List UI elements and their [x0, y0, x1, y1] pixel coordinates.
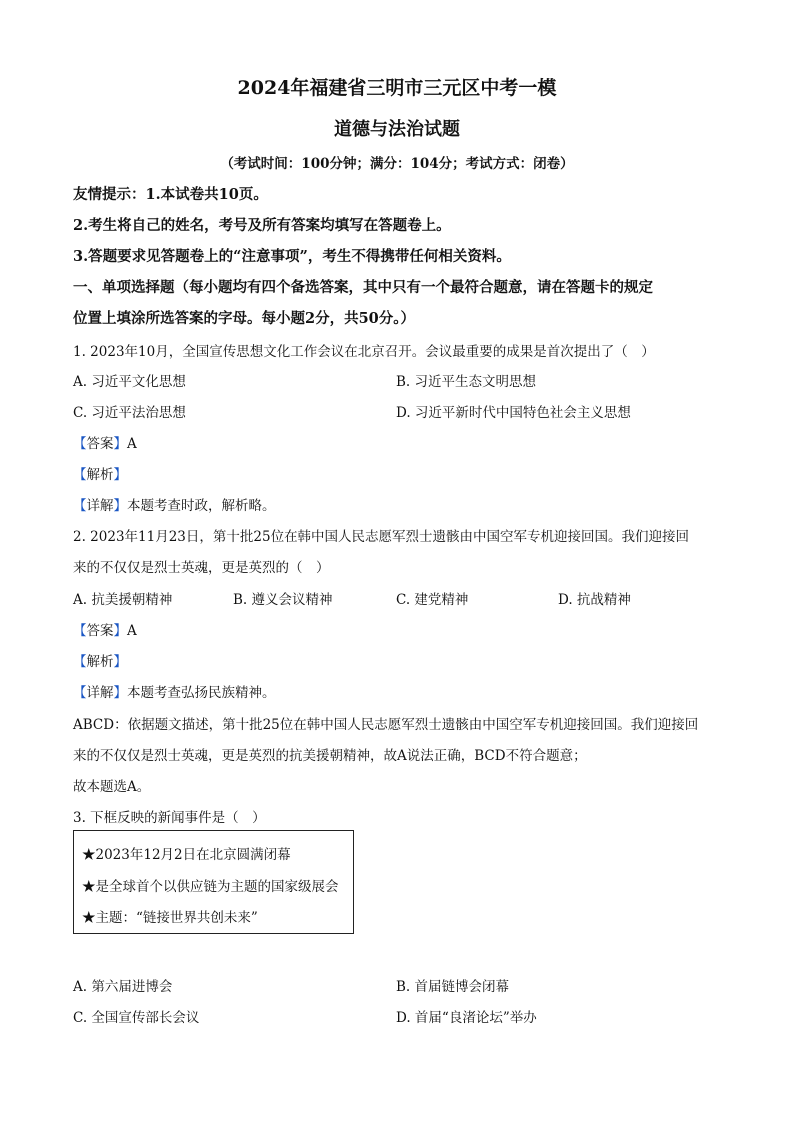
bracket-close: 】 — [113, 436, 127, 452]
bracket-open: 【 — [73, 654, 87, 670]
bracket-open: 【 — [73, 436, 87, 452]
bracket-close: 】 — [113, 685, 127, 701]
answer-value: A — [127, 436, 137, 452]
note-1: 友情提示：1.本试卷共10页。 — [73, 186, 268, 203]
bracket-open: 【 — [73, 623, 87, 639]
note-3: 3.答题要求见答题卷上的“注意事项”，考生不得携带任何相关资料。 — [73, 248, 511, 265]
section-heading-line2: 位置上填涂所选答案的字母。每小题2分，共50分。） — [73, 310, 416, 327]
q1-option-a: A. 习近平文化思想 — [73, 374, 186, 390]
q2-explanation-line2: 来的不仅仅是烈士英魂，更是英烈的抗美援朝精神，故A说法正确，BCD不符合题意； — [73, 748, 587, 764]
q3-option-b: B. 首届链博会闭幕 — [396, 979, 510, 995]
bracket-open: 【 — [73, 467, 87, 483]
bracket-open: 【 — [73, 498, 87, 514]
q3-option-d: D. 首届“良渚论坛”举办 — [396, 1010, 537, 1026]
answer-value: A — [127, 623, 137, 639]
exam-title: 2024年福建省三明市三元区中考一模 — [237, 77, 557, 99]
bracket-close: 】 — [113, 654, 127, 670]
q2-stem-line1: 2. 2023年11月23日，第十批25位在韩中国人民志愿军烈士遗骸由中国空军专机迎接回国。我们迎接回 — [73, 529, 690, 545]
q2-option-a: A. 抗美援朝精神 — [73, 592, 173, 608]
section-heading-line1: 一、单项选择题（每小题均有四个备选答案，其中只有一个最符合题意，请在答题卡的规定 — [73, 279, 653, 296]
analysis-label: 解析 — [86, 654, 114, 670]
q1-analysis-heading — [73, 463, 127, 483]
q2-conclusion: 故本题选A。 — [73, 779, 151, 795]
q2-answer — [73, 619, 137, 639]
note-2: 2.考生将自己的姓名，考号及所有答案均填写在答题卷上。 — [73, 217, 451, 234]
detail-text: 本题考查弘扬民族精神。 — [127, 685, 276, 701]
q1-answer — [73, 432, 137, 452]
bracket-open: 【 — [73, 685, 87, 701]
q2-detail — [73, 681, 276, 701]
bracket-close: 】 — [113, 467, 127, 483]
q3-box-line-1: ★2023年12月2日在北京圆满闭幕 — [82, 847, 291, 863]
q2-analysis-heading — [73, 650, 127, 670]
detail-label: 详解 — [86, 498, 114, 514]
analysis-label: 解析 — [86, 467, 114, 483]
q1-option-b: B. 习近平生态文明思想 — [396, 374, 537, 390]
exam-info: （考试时间：100分钟；满分：104分；考试方式：闭卷） — [220, 156, 574, 172]
q3-box-line-3: ★主题：“链接世界共创未来” — [82, 910, 258, 926]
q1-stem: 1. 2023年10月，全国宣传思想文化工作会议在北京召开。会议最重要的成果是首次提出了（ ） — [73, 344, 655, 360]
detail-text: 本题考查时政，解析略。 — [127, 498, 276, 514]
q1-detail — [73, 494, 276, 514]
q3-option-a: A. 第六届进博会 — [73, 979, 173, 995]
bracket-close: 】 — [113, 498, 127, 514]
q3-stem: 3. 下框反映的新闻事件是（ ） — [73, 810, 266, 826]
q1-option-d: D. 习近平新时代中国特色社会主义思想 — [396, 405, 631, 421]
q1-option-c: C. 习近平法治思想 — [73, 405, 186, 421]
bracket-close: 】 — [113, 623, 127, 639]
q2-option-d: D. 抗战精神 — [558, 592, 631, 608]
detail-label: 详解 — [86, 685, 114, 701]
exam-subject: 道德与法治试题 — [334, 119, 460, 140]
q3-box-line-2: ★是全球首个以供应链为主题的国家级展会 — [82, 879, 339, 895]
q2-stem-line2: 来的不仅仅是烈士英魂，更是英烈的（ ） — [73, 560, 330, 576]
answer-label: 答案 — [86, 436, 114, 452]
q3-news-box — [73, 830, 354, 934]
q2-option-c: C. 建党精神 — [396, 592, 469, 608]
q2-option-b: B. 遵义会议精神 — [233, 592, 333, 608]
answer-label: 答案 — [86, 623, 114, 639]
q2-explanation-line1: ABCD：依据题文描述，第十批25位在韩中国人民志愿军烈士遗骸由中国空军专机迎接回国。我们迎接回 — [73, 717, 699, 733]
q3-option-c: C. 全国宣传部长会议 — [73, 1010, 200, 1026]
